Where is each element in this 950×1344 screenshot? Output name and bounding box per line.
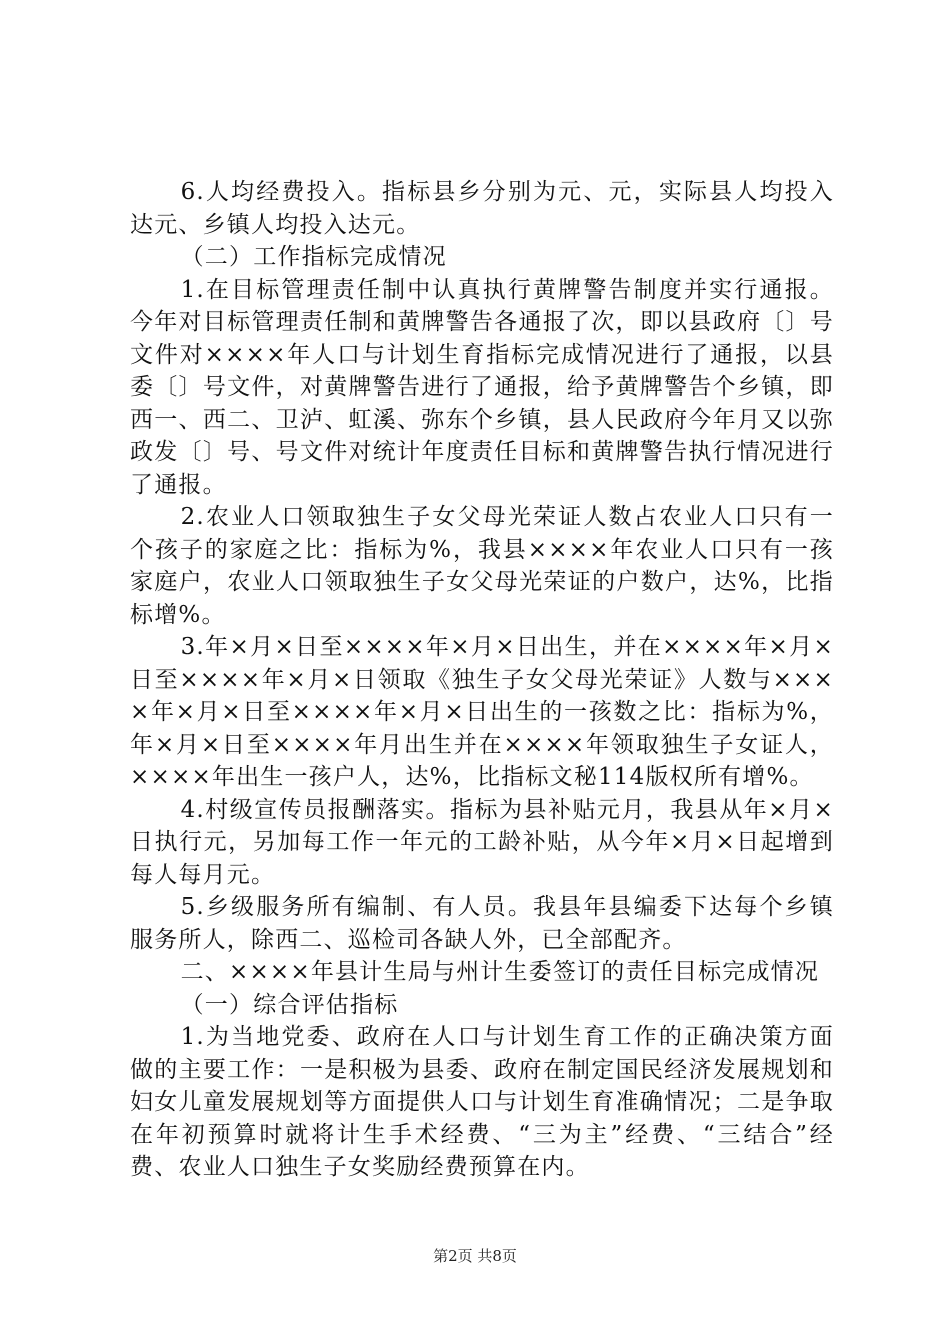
paragraph-decision-support-work: 1.为当地党委、政府在人口与计划生育工作的正确决策方面做的主要工作：一是积极为县委、政府在制定国民经济发展规划和妇女儿童发展规划等方面提供人口与计划生育准确情况；二是争取在年初预算时就将计生手术经费、“三为主”经费、“三结合”经费、农业人口独生子女奖励经费预算在内。 (130, 1024, 834, 1180)
paragraph-per-capita-funding: 6.人均经费投入。指标县乡分别为元、元，实际县人均投入达元、乡镇人均投入达元。 (130, 179, 834, 238)
document-body (130, 176, 834, 1184)
paragraph-certificate-birth-ratio: 3.年×月×日至××××年×月×日出生，并在××××年×月×日至××××年×月×日领取《独生子女父母光荣证》人数与××××年×月×日至××××年×月×日出生的一孩数之比：指标为%，年×月×日至××××年月出生并在××××年领取独生子女证人，××××年出生一孩户人，达%，比指标文秘114版权所有增%。 (130, 634, 834, 790)
section-heading-responsibility-targets: 二、××××年县计生局与州计生委签订的责任目标完成情况 (180, 959, 820, 985)
section-heading-comprehensive-evaluation: （一）综合评估指标 (180, 991, 399, 1018)
page-footer: 第2页 共8页 (433, 1247, 517, 1265)
paragraph-yellow-card-warning: 1.在目标管理责任制中认真执行黄牌警告制度并实行通报。今年对目标管理责任制和黄牌警告各通报了次，即以县政府〔〕号文件对××××年人口与计划生育指标完成情况进行了通报，以县委〔〕号文件，对黄牌警告进行了通报，给予黄牌警告个乡镇，即西一、西二、卫泸、虹溪、弥东个乡镇，县人民政府今年月又以弥政发〔〕号、号文件对统计年度责任目标和黄牌警告执行情况进行了通报。 (130, 276, 834, 498)
paragraph-township-service-staffing: 5.乡级服务所有编制、有人员。我县年县编委下达每个乡镇服务所人，除西二、巡检司各缺人外，已全部配齐。 (130, 894, 834, 953)
section-heading-work-indicators: （二）工作指标完成情况 (180, 244, 447, 270)
paragraph-honor-certificate-ratio: 2.农业人口领取独生子女父母光荣证人数占农业人口只有一个孩子的家庭之比：指标为%，我县××××年农业人口只有一孩家庭户，农业人口领取独生子女父母光荣证的户数户，达%，比指标增%。 (130, 504, 834, 628)
paragraph-village-publicist-pay: 4.村级宣传员报酬落实。指标为县补贴元月，我县从年×月×日执行元，另加每工作一年元的工龄补贴，从今年×月×日起增到每人每月元。 (130, 796, 834, 888)
